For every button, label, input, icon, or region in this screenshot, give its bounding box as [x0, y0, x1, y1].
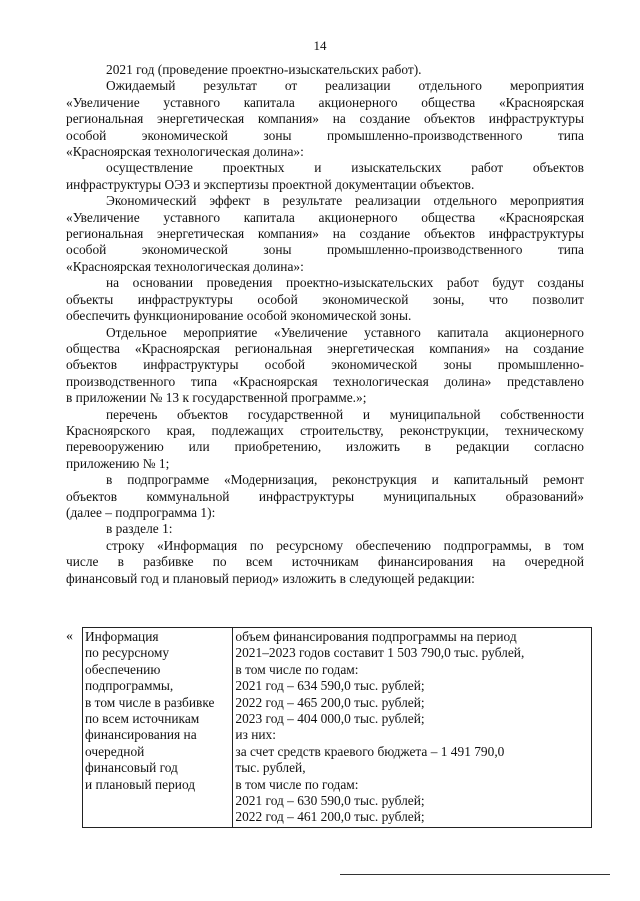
- text-line: Отдельное мероприятие «Увеличение уставного капитала акционерного: [106, 324, 584, 340]
- table-label-line: финансовый год: [85, 760, 178, 776]
- table-label-line: по всем источникам: [85, 711, 200, 727]
- table-value-line: 2022 год – 465 200,0 тыс. рублей;: [235, 694, 425, 710]
- text-line: объектов коммунальной инфраструктуры муниципальных образований»: [66, 488, 584, 504]
- table-value-line: 2023 год – 404 000,0 тыс. рублей;: [235, 711, 425, 727]
- table-label-line: очередной: [85, 743, 145, 759]
- table-value-line: в том числе по годам:: [235, 776, 359, 792]
- text-line: региональная энергетическая компания» на создание объектов инфраструктуры: [66, 226, 584, 242]
- text-line: строку «Информация по ресурсному обеспечению подпрограммы, в том: [106, 537, 584, 553]
- text-line: «Увеличение уставного капитала акционерного общества «Красноярская: [66, 209, 584, 225]
- table-value-line: 2021 год – 630 590,0 тыс. рублей;: [235, 793, 425, 809]
- page-number: 14: [313, 38, 327, 53]
- paragraph: [66, 78, 584, 160]
- table-value-line: в том числе по годам:: [235, 661, 359, 677]
- paragraph: [66, 521, 584, 537]
- table-label-line: и плановый период: [85, 776, 196, 792]
- table-label-line: по ресурсному: [85, 645, 170, 661]
- paragraph: [66, 62, 584, 78]
- paragraph: [66, 325, 584, 407]
- resource-info-table: [82, 627, 592, 828]
- text-line: перечень объектов государственной и муниципальной собственности: [106, 406, 584, 422]
- table-label-line: Информация: [85, 629, 159, 644]
- text-line: приложению № 1;: [66, 455, 170, 471]
- text-line: производственного типа «Красноярская технологическая долина» представлено: [66, 373, 584, 389]
- table-value-line: тыс. рублей,: [235, 760, 306, 776]
- table-value-line: 2022 год – 461 200,0 тыс. рублей;: [235, 809, 425, 825]
- text-line: «Увеличение уставного капитала акционерного общества «Красноярская: [66, 94, 584, 110]
- table-value-line: 2021–2023 годов составит 1 503 790,0 тыс. рублей,: [235, 645, 525, 661]
- text-line: региональная энергетическая компания» на создание объектов инфраструктуры: [66, 111, 584, 127]
- text-line: «Красноярская технологическая долина»:: [66, 258, 304, 274]
- text-line: числе в разбивке по всем источникам финансирования на очередной: [66, 554, 584, 570]
- text-line: общества «Красноярская региональная энергетическая компания» на создание: [66, 340, 584, 356]
- paragraph: [66, 407, 584, 473]
- table-label-line: финансирования на: [85, 727, 197, 743]
- text-line: на основании проведения проектно-изыскательских работ будут созданы: [106, 275, 584, 291]
- paragraph: [66, 538, 584, 587]
- table-label-line: обеспечению: [85, 661, 161, 677]
- table-value-line: за счет средств краевого бюджета – 1 491 790,0: [235, 743, 505, 759]
- table-value-line: из них:: [235, 727, 276, 743]
- table-value-line: объем финансирования подпрограммы на период: [235, 629, 517, 644]
- text-line: в приложении № 13 к государственной программе.»;: [66, 390, 367, 406]
- table-row: [83, 628, 592, 828]
- text-line: объекты инфраструктуры особой экономической зоны, что позволит: [66, 291, 584, 307]
- text-line: Ожидаемый результат от реализации отдельного мероприятия: [106, 78, 584, 94]
- table-value-line: 2021 год – 634 590,0 тыс. рублей;: [235, 678, 425, 694]
- table-cell-value: [233, 628, 592, 828]
- bottom-rule: [340, 874, 610, 875]
- text-line: осуществление проектных и изыскательских работ объектов: [106, 160, 584, 176]
- paragraph: [66, 160, 584, 193]
- text-line: перевооружению или приобретению, изложить в редакции согласно: [66, 439, 584, 455]
- table-label-line: подпрограммы,: [85, 678, 174, 694]
- text-line: объектов инфраструктуры особой экономической зоны промышленно-: [66, 357, 584, 373]
- text-line: обеспечить функционирование особой экономической зоны.: [66, 308, 412, 324]
- text-line: 2021 год (проведение проектно-изыскательских работ).: [106, 62, 422, 77]
- paragraph: [66, 275, 584, 324]
- text-line: Красноярского края, подлежащих строительству, реконструкции, техническому: [66, 422, 584, 438]
- text-line: в разделе 1:: [106, 521, 173, 537]
- text-line: (далее – подпрограмма 1):: [66, 504, 216, 520]
- text-line: инфраструктуры ОЭЗ и экспертизы проектной документации объектов.: [66, 176, 475, 192]
- text-line: особой экономической зоны промышленно-производственного типа: [66, 127, 584, 143]
- opening-quote: «: [66, 629, 73, 644]
- paragraph: [66, 193, 584, 275]
- document-body: [66, 62, 584, 587]
- text-line: «Красноярская технологическая долина»:: [66, 144, 304, 160]
- text-line: финансовый год и плановый период» изложить в следующей редакции:: [66, 570, 475, 586]
- text-line: Экономический эффект в результате реализации отдельного мероприятия: [106, 193, 584, 209]
- text-line: особой экономической зоны промышленно-производственного типа: [66, 242, 584, 258]
- text-line: в подпрограмме «Модернизация, реконструкция и капитальный ремонт: [106, 472, 584, 488]
- table-cell-label: [83, 628, 233, 828]
- table-label-line: в том числе в разбивке: [85, 694, 215, 710]
- paragraph: [66, 472, 584, 521]
